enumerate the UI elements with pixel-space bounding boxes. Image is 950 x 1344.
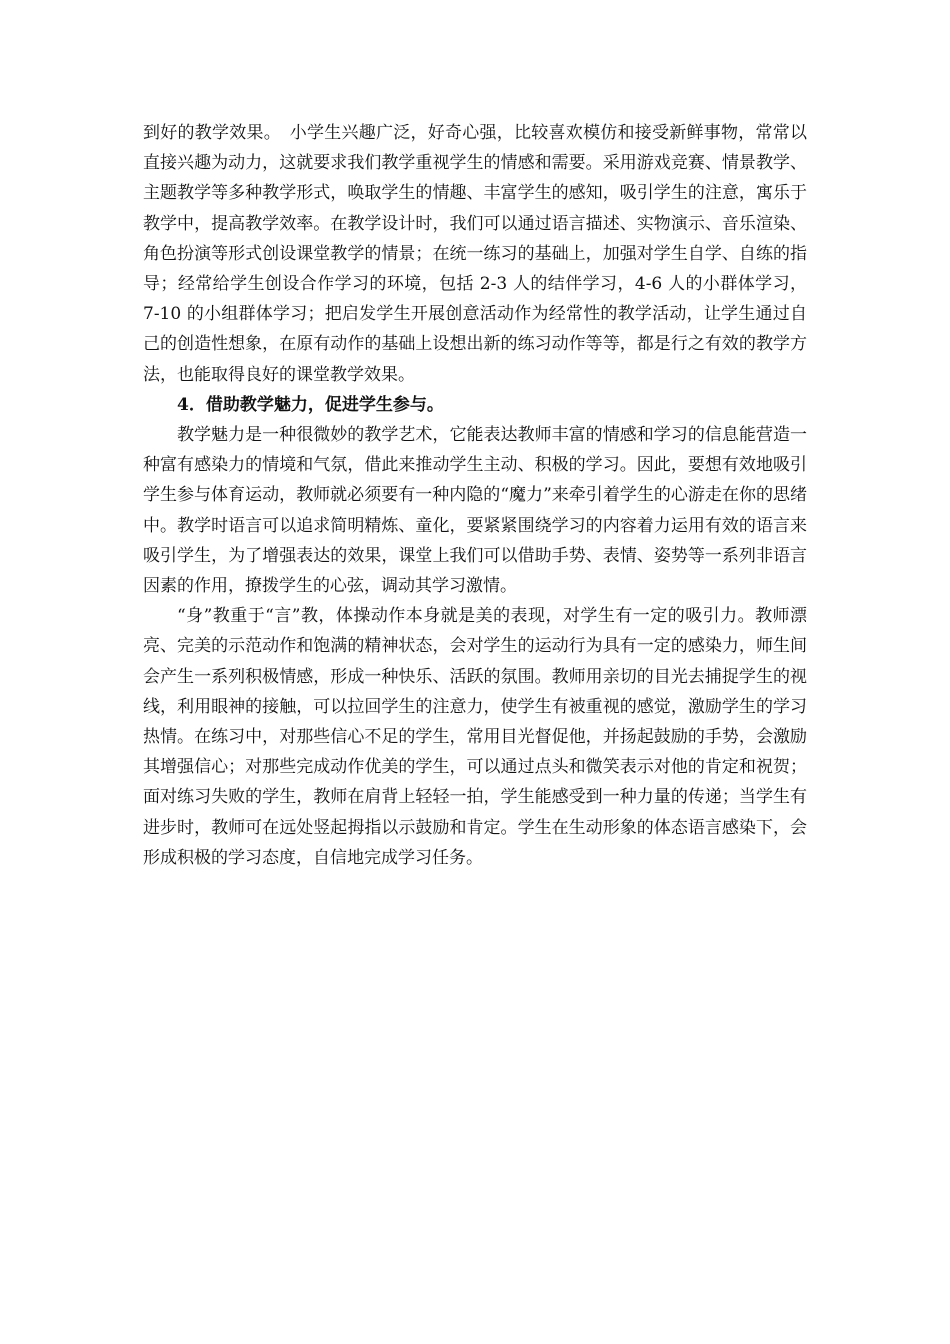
paragraph-body-language: “身”教重于“言”教，体操动作本身就是美的表现，对学生有一定的吸引力。教师漂亮、完美的示范动作和饱满的精神状态，会对学生的运动行为具有一定的感染力，师生间会产生一系列积极情感，形成一种快乐、活跃的氛围。教师用亲切的目光去捕捉学生的视线，利用眼神的接触，可以拉回学生的注意力，使学生有被重视的感觉，激励学生的学习热情。在练习中，对那些信心不足的学生，常用目光督促他，并扬起鼓励的手势，会激励其增强信心；对那些完成动作优美的学生，可以通过点头和微笑表示对他的肯定和祝贺；面对练习失败的学生，教师在肩背上轻轻一拍，学生能感受到一种力量的传递；当学生有进步时，教师可在远处竖起拇指以示鼓励和肯定。学生在生动形象的体态语言感染下，会形成积极的学习态度，自信地完成学习任务。 <box>143 606 807 868</box>
document-body <box>143 118 807 873</box>
section-heading-teaching-charm: 4．借助教学魅力，促进学生参与。 <box>177 394 444 415</box>
paragraph-teaching-charm: 教学魅力是一种很微妙的教学艺术，它能表达教师丰富的情感和学习的信息能营造一种富有感染力的情境和气氛，借此来推动学生主动、积极的学习。因此，要想有效地吸引学生参与体育运动，教师就必须要有一种内隐的“魔力”来牵引着学生的心游走在你的思绪中。教学时语言可以追求简明精炼、童化，要紧紧围绕学习的内容着力运用有效的语言来吸引学生，为了增强表达的效果，课堂上我们可以借助手势、表情、姿势等一系列非语言因素的作用，撩拨学生的心弦，调动其学习激情。 <box>143 425 807 597</box>
paragraph-teaching-methods: 到好的教学效果。 小学生兴趣广泛，好奇心强，比较喜欢模仿和接受新鲜事物，常常以直接兴趣为动力，这就要求我们教学重视学生的情感和需要。采用游戏竞赛、情景教学、主题教学等多种教学形式，唤取学生的情趣、丰富学生的感知，吸引学生的注意，寓乐于教学中，提高教学效率。在教学设计时，我们可以通过语言描述、实物演示、音乐渲染、角色扮演等形式创设课堂教学的情景；在统一练习的基础上，加强对学生自学、自练的指导；经常给学生创设合作学习的环境，包括 2-3 人的结伴学习，4-6 人的小群体学习，7-10 的小组群体学习；把启发学生开展创意活动作为经常性的教学活动，让学生通过自己的创造性想象，在原有动作的基础上设想出新的练习动作等等，都是行之有效的教学方法，也能取得良好的课堂教学效果。 <box>143 123 807 385</box>
